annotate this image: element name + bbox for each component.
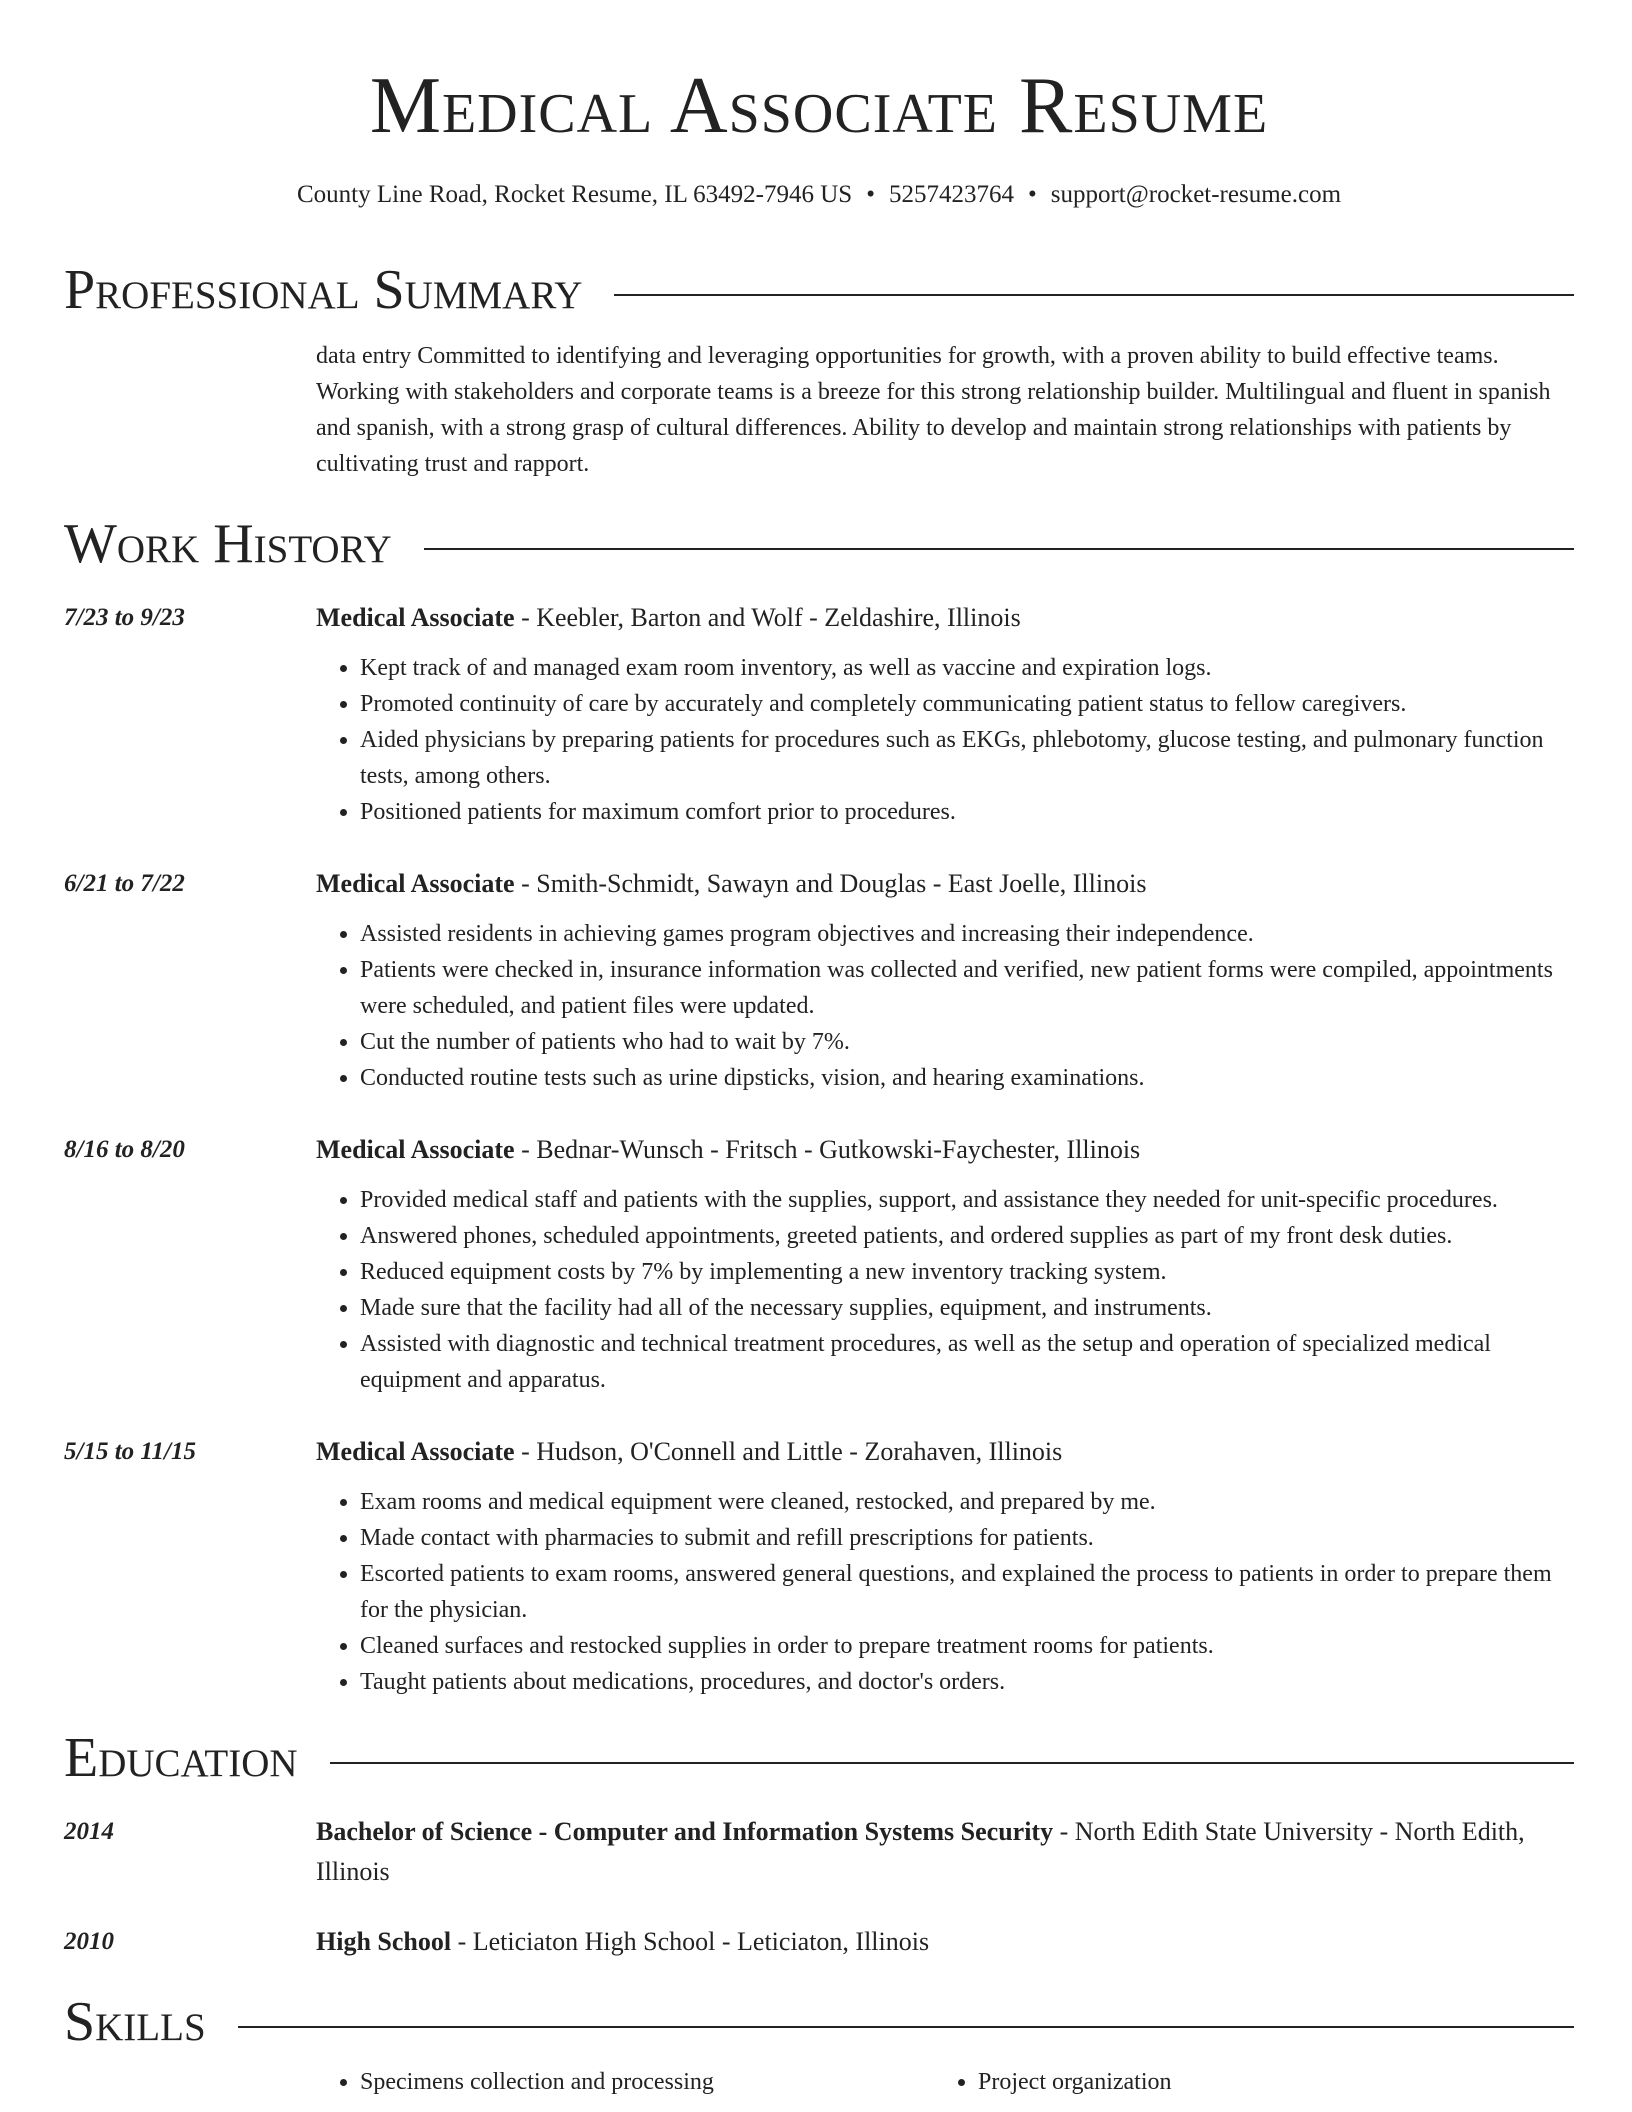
job-entry [64, 598, 1574, 830]
job-bullet: • Taught patients about medications, procedures, and doctor's orders. [360, 1664, 1574, 1700]
work-heading: Work History [64, 513, 392, 575]
education-entry [64, 1922, 1574, 1962]
job-entry [64, 1432, 1574, 1700]
education-year: 2010 [64, 1928, 114, 1955]
skill-item: • Specimens collection and processing [360, 2064, 934, 2100]
job-bullet: • Aided physicians by preparing patients for procedures such as EKGs, phlebotomy, glucose testing, and pulmonary function tests, among others. [360, 722, 1574, 794]
job-header [316, 598, 1574, 638]
education-degree: Bachelor of Science - Computer and Information Systems Security [316, 1817, 1054, 1846]
job-bullet: • Patients were checked in, insurance information was collected and verified, new patient forms were compiled, appointments were scheduled, and patient files were updated. [360, 952, 1574, 1024]
education-header [316, 1812, 1574, 1892]
job-bullets [316, 916, 1574, 1096]
job-bullet: • Made contact with pharmacies to submit and refill prescriptions for patients. [360, 1520, 1574, 1556]
skills-section-heading [64, 1990, 1574, 2054]
skills-heading: Skills [64, 1991, 206, 2053]
job-bullets [316, 650, 1574, 830]
job-employer: - Bednar-Wunsch - Fritsch - Gutkowski-Faychester, Illinois [514, 1135, 1141, 1164]
job-employer: - Hudson, O'Connell and Little - Zorahaven, Illinois [514, 1437, 1063, 1466]
job-bullet: • Provided medical staff and patients with the supplies, support, and assistance they needed for unit-specific procedures. [360, 1182, 1574, 1218]
skills-grid [316, 2064, 1574, 2100]
job-employer: - Smith-Schmidt, Sawayn and Douglas - East Joelle, Illinois [514, 869, 1147, 898]
section-divider [614, 294, 1574, 296]
section-divider [330, 1762, 1574, 1764]
education-school: - North Edith State University - North Edith, Illinois [316, 1817, 1525, 1886]
education-degree: High School [316, 1927, 452, 1956]
job-entry [64, 1130, 1574, 1398]
job-body [316, 1130, 1574, 1398]
education-section-heading [64, 1726, 1574, 1790]
contact-address: County Line Road, Rocket Resume, IL 63492-7946 US [296, 181, 853, 208]
section-divider [424, 548, 1574, 550]
job-bullets [316, 1484, 1574, 1700]
job-bullet: • Made sure that the facility had all of the necessary supplies, equipment, and instruments. [360, 1290, 1574, 1326]
job-bullet: • Kept track of and managed exam room inventory, as well as vaccine and expiration logs. [360, 650, 1574, 686]
skill-item: • Project organization [978, 2064, 1574, 2100]
job-header [316, 1432, 1574, 1472]
summary-text: data entry Committed to identifying and leveraging opportunities for growth, with a proven ability to build effective teams. Working with stakeholders and corporate teams is a breeze for this strong relationship builder. Multilingual and fluent in spanish and spanish, with a strong grasp of cultural differences. Ability to develop and maintain strong relationships with patients by cultivating trust and rapport. [316, 343, 1551, 477]
job-bullet: • Assisted with diagnostic and technical treatment procedures, as well as the setup and operation of specialized medical equipment and apparatus. [360, 1326, 1574, 1398]
education-body [316, 1922, 1574, 1962]
job-dates: 8/16 to 8/20 [64, 1136, 185, 1163]
resume-title: Medical Associate Resume [369, 62, 1269, 150]
work-section-heading [64, 512, 1574, 576]
job-bullets [316, 1182, 1574, 1398]
skills-list-right [934, 2064, 1574, 2100]
education-body [316, 1812, 1574, 1892]
job-bullet: • Conducted routine tests such as urine dipsticks, vision, and hearing examinations. [360, 1060, 1574, 1096]
summary-section-heading [64, 258, 1574, 322]
job-title: Medical Associate [316, 869, 515, 898]
skills-list-left [316, 2064, 934, 2100]
job-bullet: • Positioned patients for maximum comfort prior to procedures. [360, 794, 1574, 830]
job-body [316, 598, 1574, 830]
job-title: Medical Associate [316, 1437, 515, 1466]
contact-separator: • [866, 181, 875, 208]
contact-phone: 5257423764 [888, 181, 1014, 208]
job-bullet: • Promoted continuity of care by accurately and completely communicating patient status to fellow caregivers. [360, 686, 1574, 722]
job-dates: 6/21 to 7/22 [64, 870, 185, 897]
job-employer: - Keebler, Barton and Wolf - Zeldashire, Illinois [514, 603, 1021, 632]
job-bullet: • Assisted residents in achieving games program objectives and increasing their independence. [360, 916, 1574, 952]
job-dates: 7/23 to 9/23 [64, 604, 185, 631]
job-dates: 5/15 to 11/15 [64, 1438, 196, 1465]
education-header [316, 1922, 1574, 1962]
job-body [316, 864, 1574, 1096]
summary-heading: Professional Summary [64, 259, 583, 321]
job-bullet: • Escorted patients to exam rooms, answered general questions, and explained the process to patients in order to prepare them for the physician. [360, 1556, 1574, 1628]
job-body [316, 1432, 1574, 1700]
contact-email: support@rocket-resume.com [1050, 181, 1342, 208]
job-title: Medical Associate [316, 1135, 515, 1164]
job-bullet: • Answered phones, scheduled appointments, greeted patients, and ordered supplies as part of my front desk duties. [360, 1218, 1574, 1254]
section-divider [238, 2026, 1574, 2028]
job-entry [64, 864, 1574, 1096]
job-title: Medical Associate [316, 603, 515, 632]
education-heading: Education [64, 1727, 298, 1789]
job-bullet: • Exam rooms and medical equipment were cleaned, restocked, and prepared by me. [360, 1484, 1574, 1520]
job-header [316, 1130, 1574, 1170]
contact-separator: • [1027, 181, 1037, 208]
job-header [316, 864, 1574, 904]
resume-page [64, 0, 1574, 2100]
education-entry [64, 1812, 1574, 1892]
job-bullet: • Reduced equipment costs by 7% by implementing a new inventory tracking system. [360, 1254, 1574, 1290]
job-bullet: • Cut the number of patients who had to wait by 7%. [360, 1024, 1574, 1060]
contact-line [64, 178, 1574, 212]
education-school: - Leticiaton High School - Leticiaton, Illinois [451, 1927, 930, 1956]
education-year: 2014 [64, 1818, 114, 1845]
job-bullet: • Cleaned surfaces and restocked supplies in order to prepare treatment rooms for patients. [360, 1628, 1574, 1664]
